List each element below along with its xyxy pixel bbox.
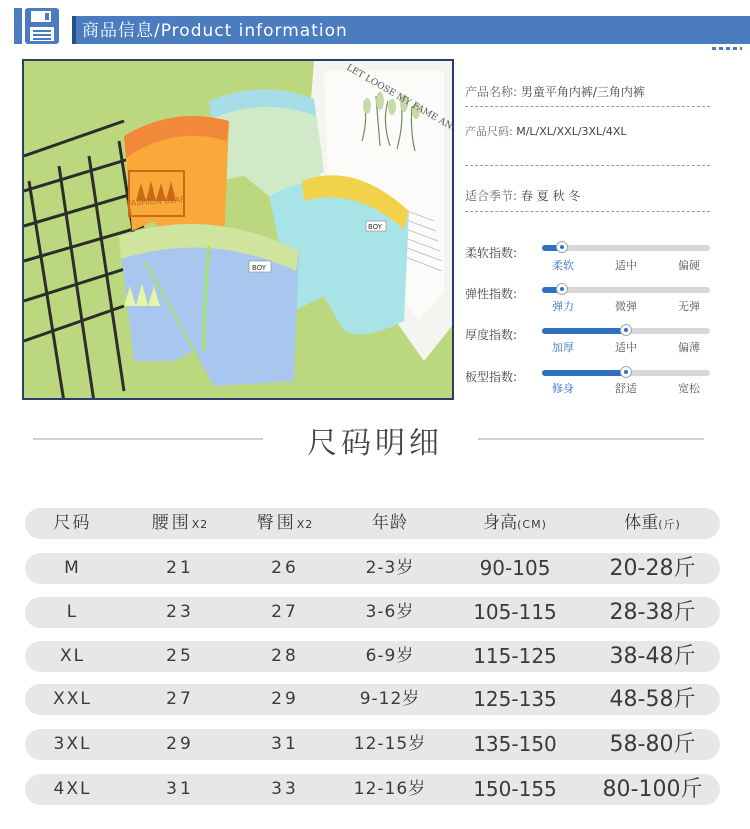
weight-unit: (斤) [658,518,681,531]
cell-waist: 25 [166,646,194,666]
info-name-value: 男童平角内裤/三角内裤 [520,85,645,99]
info-name-row [465,83,645,100]
index-option: 微弹 [615,300,637,313]
table-row [25,729,720,760]
cell-weight: 20-28斤 [609,556,696,581]
cell-height: 150-155 [473,777,557,801]
table-row [25,641,720,672]
slider-fill [542,370,626,376]
column-header-size: 尺码 [53,513,92,533]
index-option: 偏硬 [678,259,700,272]
cell-weight: 38-48斤 [609,644,696,669]
table-row [25,553,720,584]
boy-tag-2: BOY [368,223,383,231]
info-season-label: 适合季节: [465,189,518,203]
cell-age: 3-6岁 [365,602,415,622]
header-dots [712,47,742,50]
cell-hip: 29 [271,689,299,709]
cell-weight: 58-80斤 [609,732,696,757]
index-label: 柔软指数: [465,246,518,260]
info-size-label: 产品尺码: [465,125,513,138]
waist-label: 腰围 [151,513,192,533]
index-slider [542,328,710,334]
table-row [25,597,720,628]
info-season-row [465,187,580,204]
cell-size: 4XL [53,779,92,799]
magazine-text: LET LOOSE MY FAME AND [344,62,454,136]
cell-hip: 27 [271,602,299,622]
slider-knob [620,366,632,378]
cell-waist: 21 [166,558,194,578]
height-label: 身高 [483,513,518,533]
cell-hip: 28 [271,646,299,666]
table-row [25,774,720,805]
table-header-row [25,508,720,539]
index-option: 柔软 [552,259,574,272]
info-name-label: 产品名称: [465,85,518,99]
fashion-bear-text: FASHION BEAR [126,194,187,208]
cell-size: XXL [53,689,92,709]
column-header-weight [585,508,720,539]
floppy-disk-icon [12,6,62,46]
cell-height: 90-105 [479,556,551,580]
index-option: 宽松 [678,382,700,395]
index-label: 厚度指数: [465,328,518,342]
info-season-value: 春 夏 秋 冬 [520,189,581,203]
cell-weight: 28-38斤 [609,600,696,625]
header-bar-accent [72,16,76,44]
cell-weight: 80-100斤 [602,777,703,802]
weight-label: 体重 [624,513,659,533]
cell-waist: 23 [166,602,194,622]
column-header-waist [130,508,230,539]
index-option: 修身 [552,382,574,395]
height-unit: (CM) [517,518,547,531]
index-option: 适中 [615,259,637,272]
cell-waist: 29 [166,734,194,754]
info-size-row [465,123,627,139]
index-slider [542,287,710,293]
waist-unit: X2 [191,518,209,531]
cell-height: 115-125 [473,644,557,668]
cell-size: M [64,558,81,578]
index-option: 无弹 [678,300,700,313]
divider [465,211,710,212]
cell-weight: 48-58斤 [609,687,696,712]
divider [465,106,710,107]
cell-age: 6-9岁 [365,646,415,666]
index-option: 偏薄 [678,341,700,354]
divider [465,165,710,166]
boy-tag: BOY [252,264,267,272]
product-illustration [24,61,454,400]
cell-age: 12-15岁 [353,734,427,754]
index-option: 适中 [615,341,637,354]
index-label: 弹性指数: [465,287,518,301]
index-slider [542,245,710,251]
section-title: 尺码明细 [307,426,443,461]
cell-height: 125-135 [473,687,557,711]
cell-age: 9-12岁 [359,689,421,709]
cell-hip: 26 [271,558,299,578]
cell-size: 3XL [53,734,92,754]
index-option: 加厚 [552,341,574,354]
column-header-age: 年龄 [372,513,408,533]
cell-height: 105-115 [473,600,557,624]
product-photo [22,59,454,400]
slider-fill [542,328,626,334]
cell-waist: 31 [166,779,194,799]
info-size-value: M/L/XL/XXL/3XL/4XL [516,125,627,138]
cell-size: XL [59,646,86,666]
slider-knob [556,283,568,295]
cell-hip: 31 [271,734,299,754]
index-label: 板型指数: [465,370,518,384]
index-option: 舒适 [615,382,637,395]
hip-label: 臀围 [256,513,297,533]
column-header-hip [235,508,335,539]
cell-waist: 27 [166,689,194,709]
page-title: 商品信息/Product information [82,21,348,41]
table-row [25,684,720,715]
cell-size: L [66,602,79,622]
column-header-height [450,508,580,539]
cell-height: 135-150 [473,732,557,756]
slider-knob [620,324,632,336]
slider-knob [556,241,568,253]
hip-unit: X2 [296,518,314,531]
index-slider [542,370,710,376]
cell-age: 12-16岁 [353,779,427,799]
cell-hip: 33 [271,779,299,799]
index-option: 弹力 [552,300,574,313]
cell-age: 2-3岁 [365,558,415,578]
